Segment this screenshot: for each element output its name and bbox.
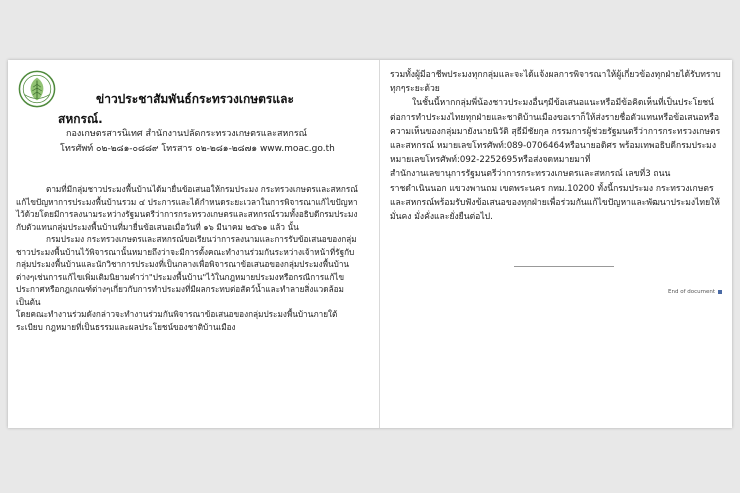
page-title: ข่าวประชาสัมพันธ์กระทรวงเกษตรและ xyxy=(96,92,294,106)
end-divider xyxy=(514,266,614,267)
paragraph: ตามที่มีกลุ่มชาวประมงพื้นบ้านได้มายื่นข้อเสนอให้กรมประมง กระทรวงเกษตรและสหกรณ์แก้ไขปัญหาการประมงพื้นบ้านรวม ๔ ประการและได้กำหนดระยะเวลาในการพิจารณาแก้ไขปัญหาไว้ด้วยโดยมีการลงนามระหว่างรัฐมนตรีว่าการกระทรวงเกษตรและสหกรณ์รวมทั้งอธิบดีกรมประมงกับตัวแทนกลุ่มประมงพื้นบ้านที่มายื่นข้อเสนอเมื่อวันที่ ๑๖ มีนาคม ๒๕๖๑ แล้ว นั้น xyxy=(16,184,358,232)
paragraph: กรมประมง กระทรวงเกษตรและสหกรณ์ขอเรียนว่าการลงนามและการรับข้อเสนอของกลุ่มชาวประมงพื้นบ้านไว้พิจารณานั้นหมายถึงว่าจะมีการตั้งคณะทำงานร่วมกันระหว่างเจ้าหน้าที่รัฐกับกลุ่มประมงพื้นบ้านและนักวิชาการประมงที่เป็นกลางเพื่อพิจารณาข้อเสนอของกลุ่มประมงพื้นบ้านต่างๆเช่นการแก้ไขเพิ่มเติมนิยามคำว่า"ประมงพื้นบ้าน"ไว้ในกฎหมายประมงหรือกรณีการแก้ไขประกาศหรือกฎเกณฑ์ต่างๆเกี่ยวกับการทำประมงที่มีผลกระทบต่อสัตว์น้ำและทำลายสิ่งแวดล้อม เป็นต้น xyxy=(16,234,357,307)
paragraph: สำนักงานเลขานุการรัฐมนตรีว่าการกระทรวงเกษตรและสหกรณ์ เลขที่3 ถนนราชดำเนินนอก แขวงพานถม เขตพระนคร กทม.10200 ทั้งนี้กรมประมง กระทรวงเกษตรและสหกรณ์พร้อมรับฟังข้อเสนอของทุกฝ่ายเพื่อร่วมกันแก้ไขปัญหาและพัฒนาประมงไทยให้มั่นคง มั่งคั่งและยั่งยืนต่อไป. xyxy=(390,169,720,223)
page-title-continued: สหกรณ์. xyxy=(58,112,103,126)
ministry-seal-icon xyxy=(18,70,56,108)
paragraph: ในชั้นนี้หากกลุ่มพี่น้องชาวประมงอื่นๆมีข้อเสนอแนะหรือมีข้อคิดเห็นที่เป็นประโยชน์ต่อการทำประมงไทยทุกฝ่ายและชาติบ้านเมืองขอเราก็ให้ส่งรายชื่อตัวแทนหรือข้อเสนอหรือความเห็นของกลุ่มมายังนายนิวัติ สุธีมีชัยกุล กรรมการผู้ช่วยรัฐมนตรีว่าการกระทรวงเกษตรและสหกรณ์ หมายเลขโทรศัพท์:089-0706464หรือนายอดิศร พร้อมเทพอธิบดีกรมประมงหมายเลขโทรศัพท์:092-2252695หรือส่งจดหมายมาที่ xyxy=(390,98,721,166)
end-of-document-label: End of document xyxy=(668,289,715,295)
end-square-icon xyxy=(718,290,722,294)
right-body-text xyxy=(390,68,724,224)
document-spread xyxy=(8,60,732,428)
left-page xyxy=(8,60,378,428)
paragraph: รวมทั้งผู้มีอาชีพประมงทุกกลุ่มและจะได้แจ้งผลการพิจารณาให้ผู้เกี่ยวข้องทุกฝ่ายได้รับทราบทุกๆระยะด้วย xyxy=(390,70,721,95)
right-page xyxy=(380,60,732,428)
end-of-document-marker xyxy=(668,289,722,295)
paragraph: โดยคณะทำงานร่วมดังกล่าวจะทำงานร่วมกันพิจารณาข้อเสนอของกลุ่มประมงพื้นบ้านภายใต้ระเบียบ กฎหมายที่เป็นธรรมและผลประโยชน์ของชาติบ้านเมือง xyxy=(16,309,338,332)
contact-line: โทรศัพท์ ๐๒-๒๘๑-๐๘๘๙ โทรสาร ๐๒-๒๘๑-๒๘๗๑ www.moac.go.th xyxy=(60,144,335,154)
department-line: กองเกษตรสารนิเทศ สำนักงานปลัดกระทรวงเกษตรและสหกรณ์ xyxy=(66,129,308,139)
left-body-text xyxy=(16,183,364,333)
